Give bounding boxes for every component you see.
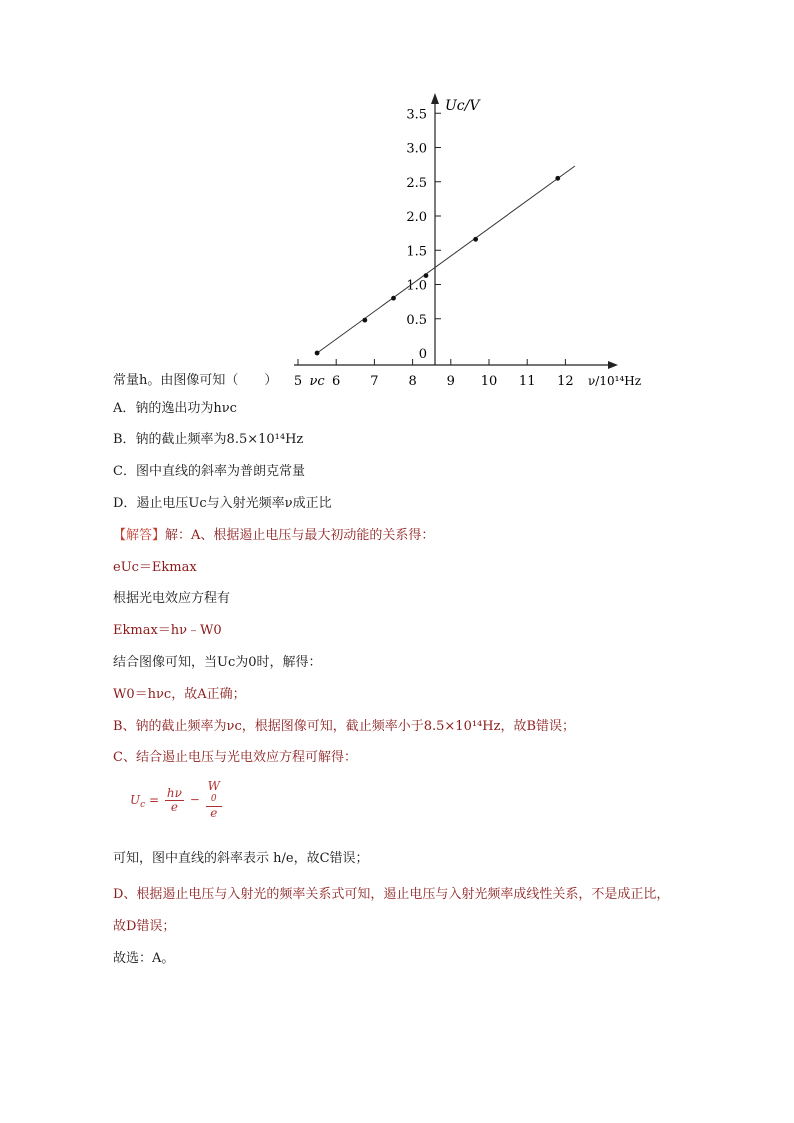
y-tick-label: 0.5 [406,312,427,328]
equation-1 [113,559,197,577]
equation-2-text: Ekmax＝hν﹣W0 [113,623,222,638]
data-point [555,176,560,181]
analysis-slope-text: 可知，图中直线的斜率表示 h/e，故C错误； [113,851,369,866]
y-tick-label: 2.5 [406,175,427,191]
option-d-text: D．遏止电压Uc与入射光频率ν成正比 [113,496,332,511]
chart-marks [315,166,575,355]
y-tick-label: 1.0 [406,278,427,294]
x-axis-arrow [608,361,618,369]
graph-conclusion-text: 结合图像可知，当Uc为0时，解得： [113,655,322,670]
data-point [315,351,320,356]
question-stem [113,372,277,390]
option-a-text: A．钠的逸出功为hνc [113,401,237,416]
analysis-c [113,749,357,767]
data-point [362,318,367,323]
y-tick-label: 3.5 [406,107,427,123]
data-point [424,273,429,278]
x-axis-label: ν/10¹⁴Hz [588,374,642,388]
analysis-b [113,718,575,736]
y-tick-label: 2.0 [406,210,427,225]
formula-uc: $U_c$ = $\frac{h\nu}{e}$ − W 0 e [130,779,220,820]
x-tick-label: 7 [370,374,379,388]
data-point [473,237,478,242]
y-tick-label: 3.0 [406,141,427,157]
option-d [113,495,332,513]
equation-3-text: W0＝hνc，故A正确； [113,687,246,702]
y-axis-label: Uc/V [445,98,480,114]
graph-conclusion-line [113,654,322,672]
analysis-d-line2 [113,918,175,936]
option-a [113,400,237,418]
x-tick-label: 9 [446,374,455,388]
x-tick-label: 6 [332,374,341,388]
fit-line [317,166,575,353]
x-tick-label: 5 [293,374,303,388]
x-cutoff-label: νc [309,374,325,388]
equation-1-text: eUc＝Ekmax [113,560,197,575]
option-c [113,463,305,481]
y-tick-label: 0 [418,347,427,362]
equation-2 [113,622,222,640]
analysis-c-text: C、结合遏止电压与光电效应方程可解得： [113,750,357,765]
data-point [391,296,396,301]
analysis-d-line1 [113,886,669,904]
equation-3 [113,686,246,704]
final-answer-text: 故选：A。 [113,951,175,966]
analysis-slope [113,850,369,868]
photoelectric-line [113,590,230,608]
x-tick-label: 10 [480,374,498,388]
x-tick-label: 8 [408,374,417,388]
x-tick-label: 11 [518,374,536,388]
x-tick-label: 12 [557,374,574,388]
analysis-d-line2-text: 故D错误； [113,919,176,934]
answer-header [113,527,434,545]
y-tick-label: 1.5 [406,244,427,260]
uc-vs-frequency-graph [270,88,650,388]
option-b-text: B．钠的截止频率为8.5×10¹⁴Hz [113,432,304,447]
final-answer [113,950,174,968]
axes [294,93,641,388]
y-axis-arrow [431,93,439,104]
photoelectric-text: 根据光电效应方程有 [113,591,231,606]
analysis-d-line1-text: D、根据遏止电压与入射光的频率关系式可知，遏止电压与入射光频率成线性关系，不是成正比， [113,887,670,902]
answer-intro: 解：A、根据遏止电压与最大初动能的关系得： [165,528,435,543]
option-c-text: C．图中直线的斜率为普朗克常量 [113,464,305,479]
option-b [113,431,303,449]
analysis-b-text: B、钠的截止频率为νc，根据图像可知，截止频率小于8.5×10¹⁴Hz，故B错误； [113,719,576,734]
answer-tag: 【解答】 [113,528,166,543]
question-stem-text: 常量h。由图像可知（ ） [113,373,278,388]
